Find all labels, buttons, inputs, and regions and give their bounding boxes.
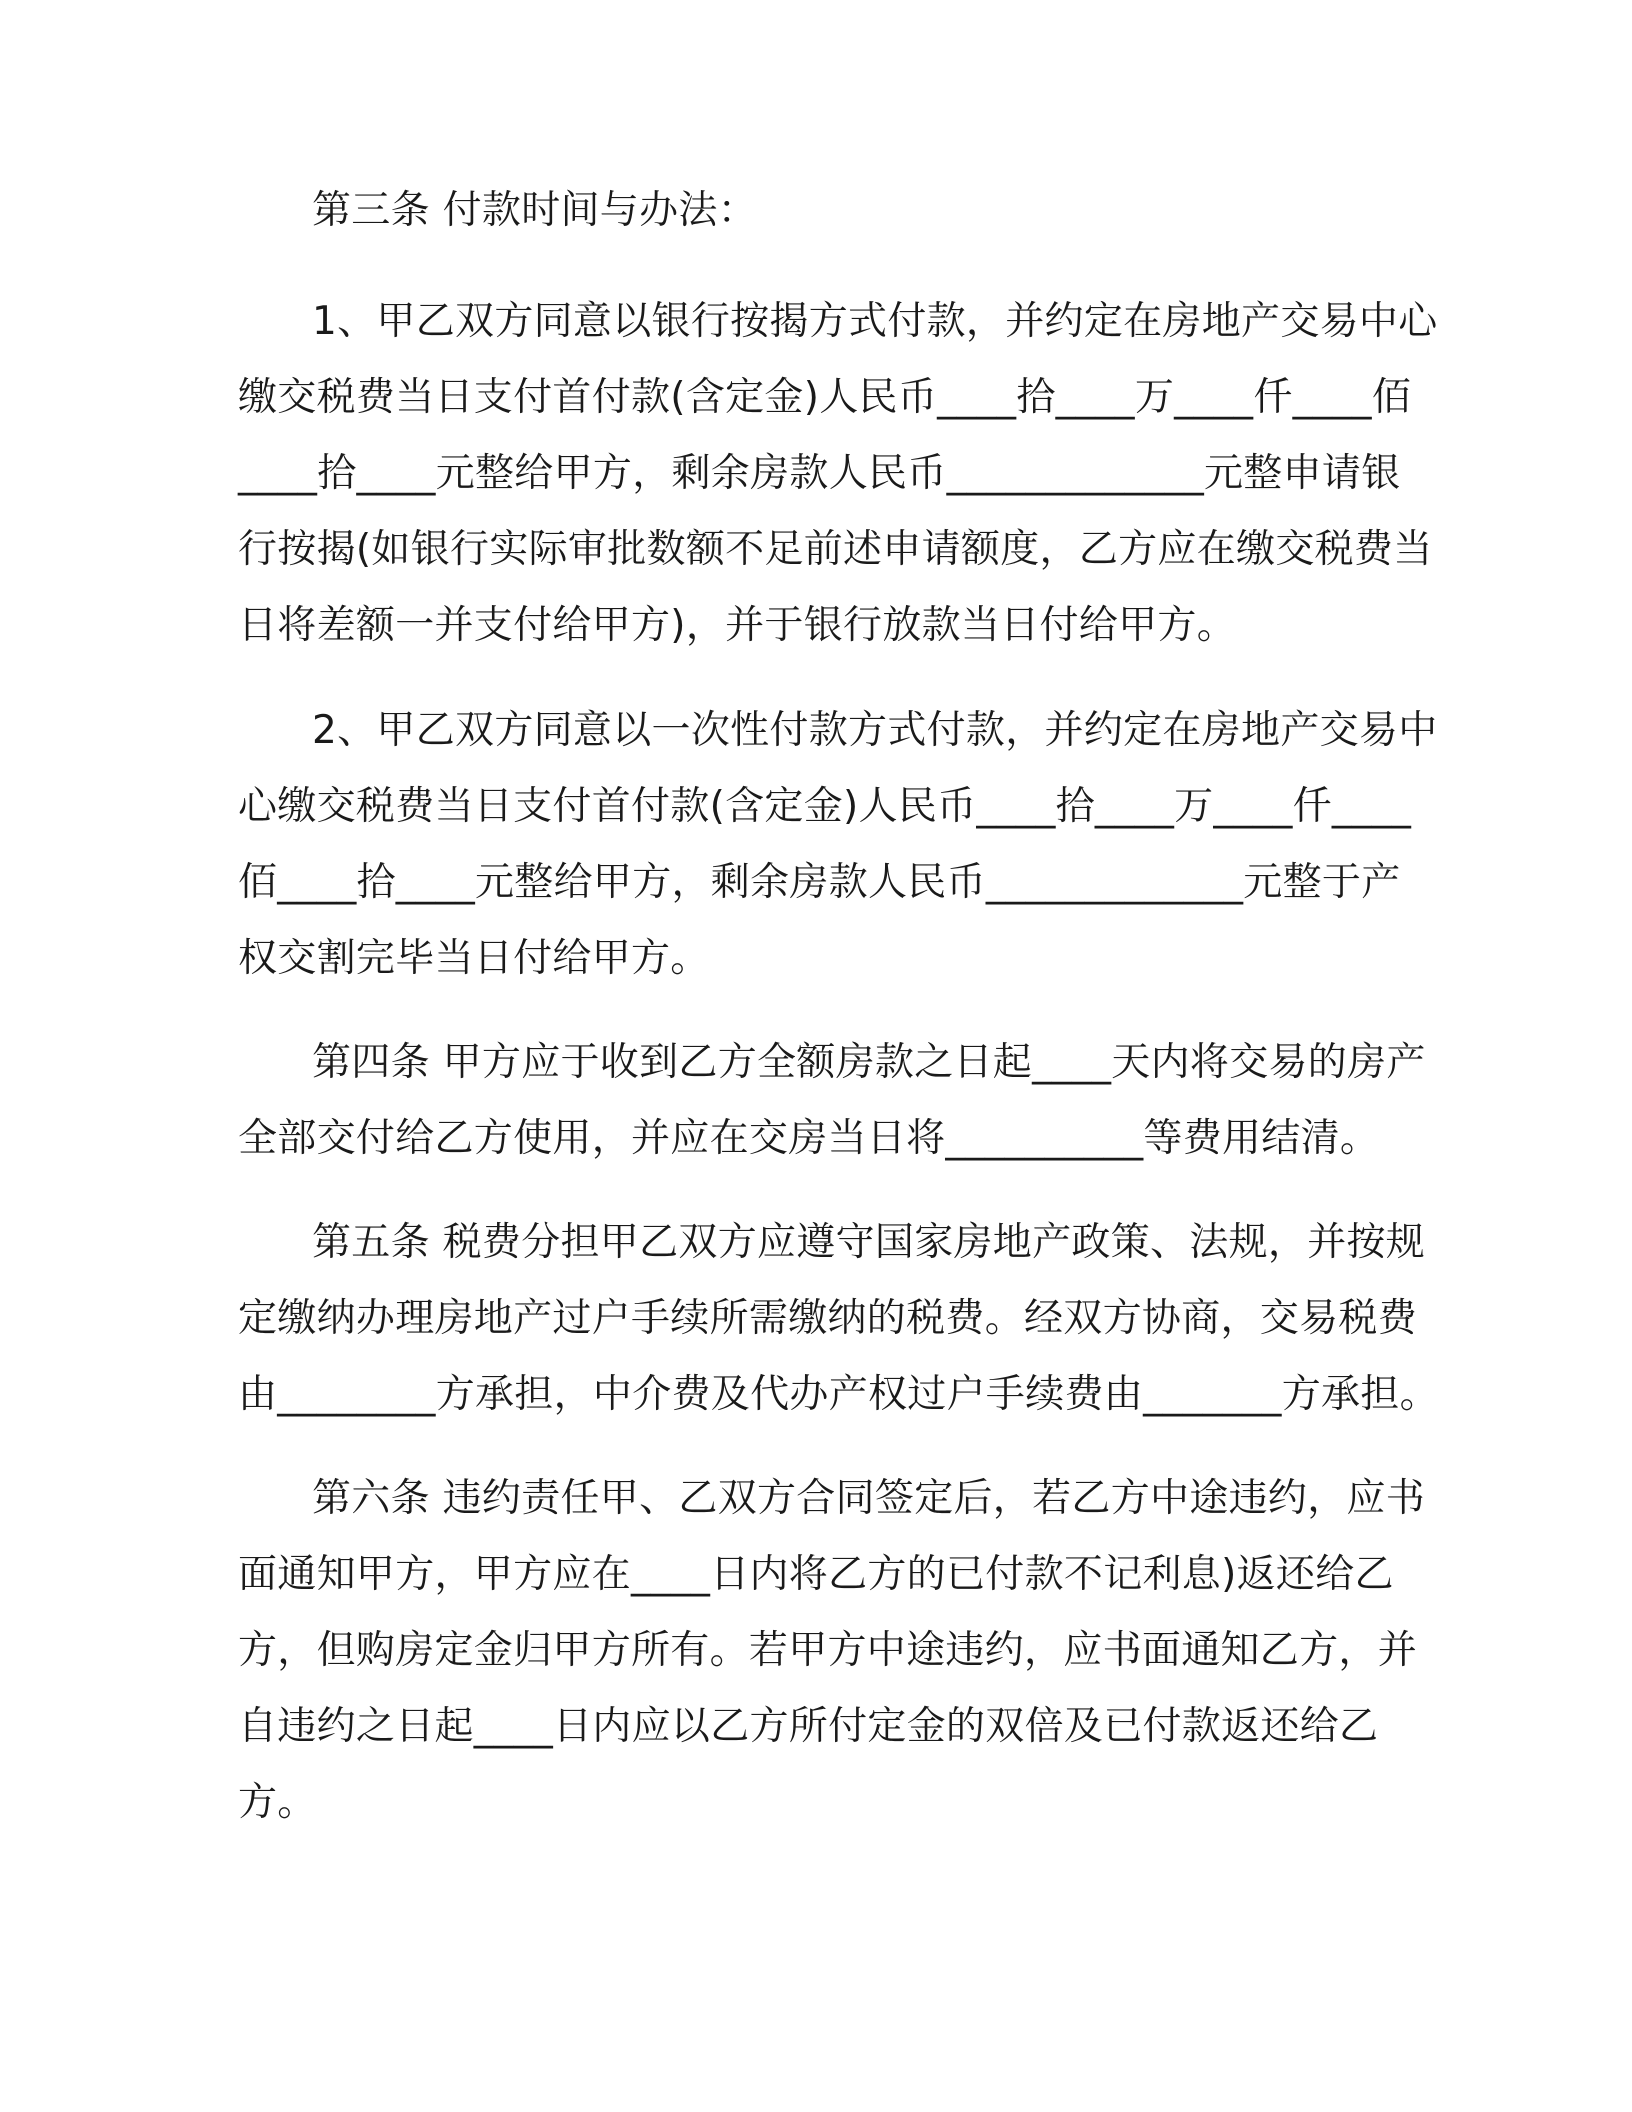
- article-5-line: 由________方承担，中介费及代办产权过户手续费由_______方承担。: [238, 1372, 1439, 1417]
- article-5-line: 定缴纳办理房地产过户手续所需缴纳的税费。经双方协商，交易税费: [238, 1296, 1418, 1341]
- article-3-heading: 第三条 付款时间与办法：: [312, 188, 757, 233]
- clause-2-line: 2、甲乙双方同意以一次性付款方式付款，并约定在房地产交易中: [312, 708, 1438, 753]
- clause-1-line: ____拾____元整给甲方，剩余房款人民币_____________元整申请银: [238, 451, 1401, 496]
- article-4-line: 全部交付给乙方使用，并应在交房当日将__________等费用结清。: [238, 1116, 1380, 1161]
- clause-2-line: 佰____拾____元整给甲方，剩余房款人民币_____________元整于产: [238, 860, 1401, 905]
- article-4-line: 第四条 甲方应于收到乙方全额房款之日起____天内将交易的房产: [312, 1040, 1426, 1085]
- clause-1-line: 日将差额一并支付给甲方)，并于银行放款当日付给甲方。: [238, 603, 1237, 648]
- article-6-line: 第六条 违约责任甲、乙双方合同签定后，若乙方中途违约，应书: [312, 1476, 1426, 1521]
- clause-1-line: 1、甲乙双方同意以银行按揭方式付款，并约定在房地产交易中心: [312, 299, 1438, 344]
- clause-1-line: 缴交税费当日支付首付款(含定金)人民币____拾____万____仟____佰: [238, 375, 1412, 420]
- article-6-line: 方，但购房定金归甲方所有。若甲方中途违约，应书面通知乙方，并: [238, 1628, 1418, 1673]
- article-6-line: 面通知甲方，甲方应在____日内将乙方的已付款不记利息)返还给乙: [238, 1552, 1394, 1597]
- article-6-line: 自违约之日起____日内应以乙方所付定金的双倍及已付款返还给乙: [238, 1704, 1379, 1749]
- article-6-line: 方。: [238, 1780, 317, 1825]
- article-5-line: 第五条 税费分担甲乙双方应遵守国家房地产政策、法规，并按规: [312, 1220, 1426, 1265]
- clause-1-line: 行按揭(如银行实际审批数额不足前述申请额度，乙方应在缴交税费当: [238, 527, 1433, 572]
- clause-2-line: 权交割完毕当日付给甲方。: [238, 936, 710, 981]
- clause-2-line: 心缴交税费当日支付首付款(含定金)人民币____拾____万____仟____: [238, 784, 1412, 829]
